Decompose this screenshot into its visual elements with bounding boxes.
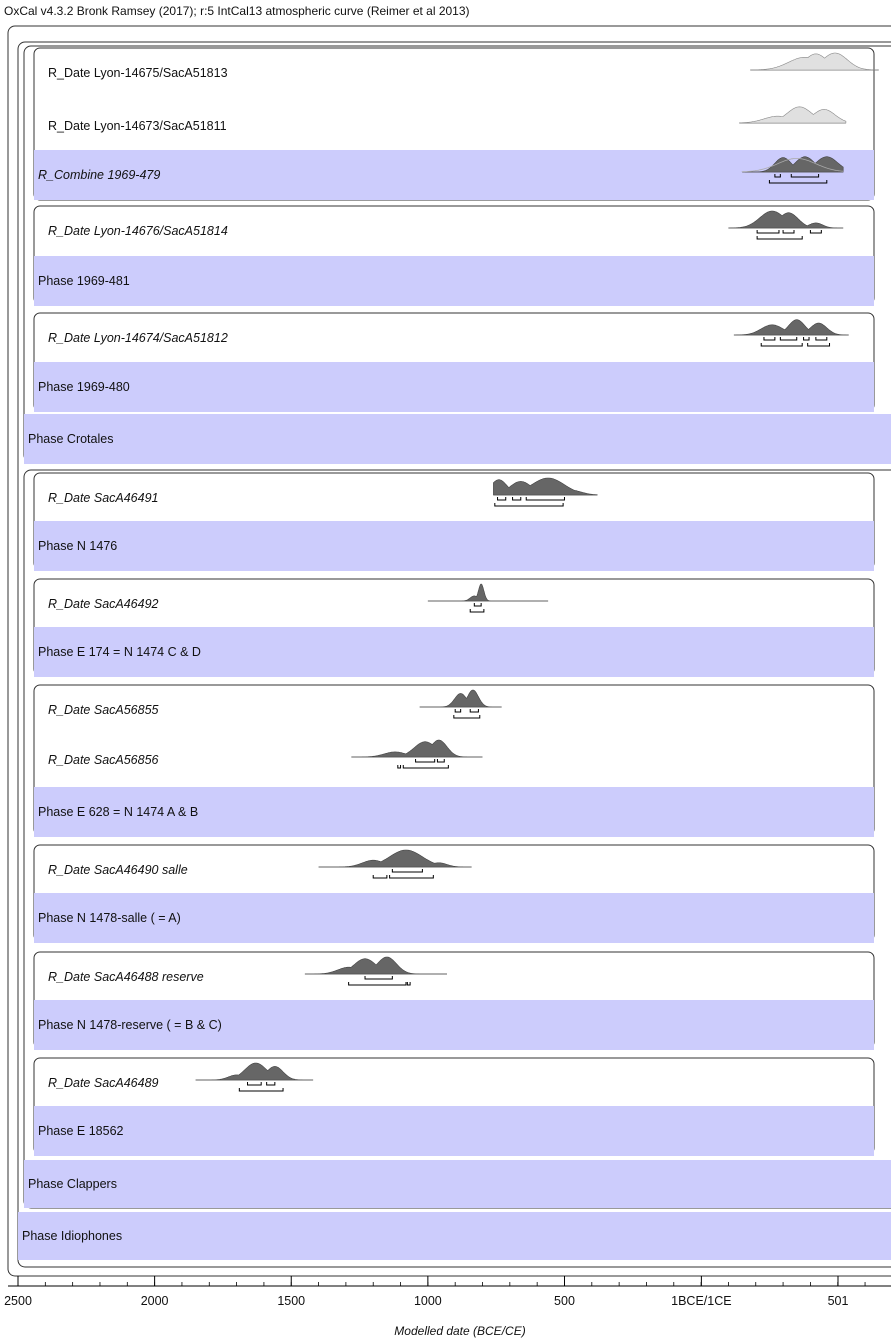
distribution — [739, 107, 846, 123]
distribution — [750, 53, 878, 70]
hpd-bracket — [808, 343, 830, 346]
tick-label: 2000 — [140, 1294, 169, 1308]
phase-shade — [34, 521, 874, 571]
row-label: R_Date SacA46491 — [48, 491, 159, 505]
x-axis — [4, 1276, 891, 1308]
x-axis-label: Modelled date (BCE/CE) — [394, 1324, 526, 1338]
hpd-bracket — [398, 765, 401, 768]
chart-header: OxCal v4.3.2 Bronk Ramsey (2017); r:5 IntCal13 atmospheric curve (Reimer et al 2013) — [4, 4, 470, 18]
phase-shade — [34, 362, 874, 412]
hpd-bracket — [455, 709, 460, 712]
hpd-bracket — [470, 609, 484, 612]
row-label: Phase Idiophones — [22, 1229, 123, 1243]
hpd-bracket — [239, 1088, 283, 1091]
phase-shade — [34, 256, 874, 306]
hpd-bracket — [267, 1082, 275, 1085]
row-label: R_Date SacA46488 reserve — [48, 970, 204, 984]
row-label: Phase N 1478-reserve ( = B & C) — [38, 1018, 222, 1032]
hpd-bracket — [757, 230, 779, 233]
distribution — [319, 850, 472, 867]
row-label: R_Date SacA46489 — [48, 1076, 159, 1090]
tick-label: 1500 — [277, 1294, 306, 1308]
phase-shade — [34, 1106, 874, 1156]
hpd-bracket — [764, 337, 775, 340]
row-label: R_Date Lyon-14673/SacA51811 — [48, 119, 227, 133]
row-label: R_Date SacA46490 salle — [48, 863, 188, 877]
hpd-bracket — [495, 503, 563, 506]
hpd-bracket — [810, 230, 821, 233]
hpd-bracket — [365, 976, 392, 979]
hpd-bracket — [390, 875, 434, 878]
phase-shade — [24, 414, 891, 464]
phase-shade — [18, 1212, 891, 1260]
row-label: Phase 1969-481 — [38, 274, 130, 288]
distribution — [351, 740, 482, 757]
hpd-bracket — [403, 765, 448, 768]
row-label: Phase 1969-480 — [38, 380, 130, 394]
distribution — [196, 1063, 314, 1080]
phase-shade — [24, 1160, 891, 1208]
row-label: R_Date SacA56855 — [48, 703, 159, 717]
hpd-bracket — [416, 759, 435, 762]
row-labels — [22, 66, 228, 1243]
tick-label: 2500 — [4, 1294, 32, 1308]
hpd-bracket — [757, 236, 802, 239]
row-label: Phase N 1476 — [38, 539, 118, 553]
row-label: Phase Clappers — [28, 1177, 117, 1191]
hpd-bracket — [816, 337, 827, 340]
hpd-bracket — [474, 603, 481, 606]
hpd-bracket — [248, 1082, 262, 1085]
row-label: R_Combine 1969-479 — [38, 168, 161, 182]
hpd-bracket — [392, 869, 422, 872]
distribution — [420, 690, 502, 707]
row-label: Phase E 628 = N 1474 A & B — [38, 805, 199, 819]
row-label: R_Date Lyon-14674/SacA51812 — [48, 331, 228, 345]
row-label: R_Date SacA46492 — [48, 597, 159, 611]
hpd-bracket — [780, 337, 796, 340]
box-clappers — [24, 470, 891, 1208]
tick-label: 500 — [554, 1294, 575, 1308]
tick-label: 1000 — [413, 1294, 442, 1308]
row-label: R_Date SacA56856 — [48, 753, 159, 767]
row-label: R_Date Lyon-14676/SacA51814 — [48, 224, 228, 238]
hpd-bracket — [349, 982, 406, 985]
row-label: R_Date Lyon-14675/SacA51813 — [48, 66, 228, 80]
row-label: Phase N 1478-salle ( = A) — [38, 911, 181, 925]
row-label: Phase E 174 = N 1474 C & D — [38, 645, 201, 659]
tick-label: 1BCE/1CE — [671, 1294, 732, 1308]
distribution — [728, 211, 843, 228]
hpd-bracket — [513, 497, 521, 500]
hpd-bracket — [407, 982, 410, 985]
hpd-bracket — [804, 337, 809, 340]
distribution — [734, 320, 849, 335]
tick-label: 501 — [827, 1294, 849, 1308]
row-label: Phase E 18562 — [38, 1124, 124, 1138]
distribution — [428, 584, 548, 601]
distribution — [305, 957, 447, 974]
hpd-bracket — [783, 230, 794, 233]
hpd-bracket — [437, 759, 444, 762]
hpd-bracket — [470, 709, 478, 712]
distribution — [493, 478, 597, 495]
hpd-bracket — [454, 715, 480, 718]
hpd-bracket — [761, 343, 802, 346]
hpd-bracket — [373, 875, 387, 878]
hpd-bracket — [526, 497, 564, 500]
row-label: Phase Crotales — [28, 432, 114, 446]
hpd-bracket — [498, 497, 506, 500]
